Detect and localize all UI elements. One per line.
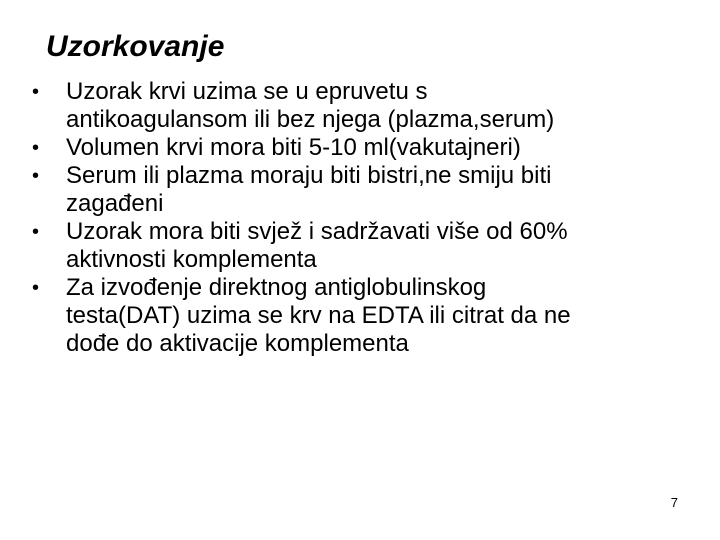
bullet-item	[28, 134, 708, 162]
slide-title: Uzorkovanje	[46, 30, 225, 63]
bullet-text-line: zagađeni	[66, 190, 164, 217]
bullet-text-line: aktivnosti komplementa	[66, 246, 317, 273]
bullet-text-line: Uzorak mora biti svjež i sadržavati više od 60%	[66, 218, 568, 245]
bullet-text-line: Volumen krvi mora biti 5-10 ml(vakutajneri)	[66, 134, 521, 161]
bullet-text-line: dođe do aktivacije komplementa	[66, 330, 409, 357]
bullet-text-line: Serum ili plazma moraju biti bistri,ne smiju biti	[66, 162, 552, 189]
bullet-text-line: Za izvođenje direktnog antiglobulinskog	[66, 274, 487, 301]
bullet-item	[28, 218, 708, 274]
bullet-item	[28, 162, 708, 218]
bullet-icon: •	[32, 221, 40, 243]
bullet-item	[28, 78, 708, 134]
bullet-icon: •	[32, 165, 40, 187]
bullet-text-line: Uzorak krvi uzima se u epruvetu s	[66, 78, 428, 105]
bullet-text-line: antikoagulansom ili bez njega (plazma,serum)	[66, 106, 555, 133]
bullet-icon: •	[32, 277, 40, 299]
bullet-list	[28, 78, 708, 358]
bullet-item	[28, 274, 708, 358]
bullet-icon: •	[32, 81, 40, 103]
bullet-text-line: testa(DAT) uzima se krv na EDTA ili citrat da ne	[66, 302, 571, 329]
bullet-icon: •	[32, 137, 40, 159]
page-number: 7	[670, 495, 678, 510]
